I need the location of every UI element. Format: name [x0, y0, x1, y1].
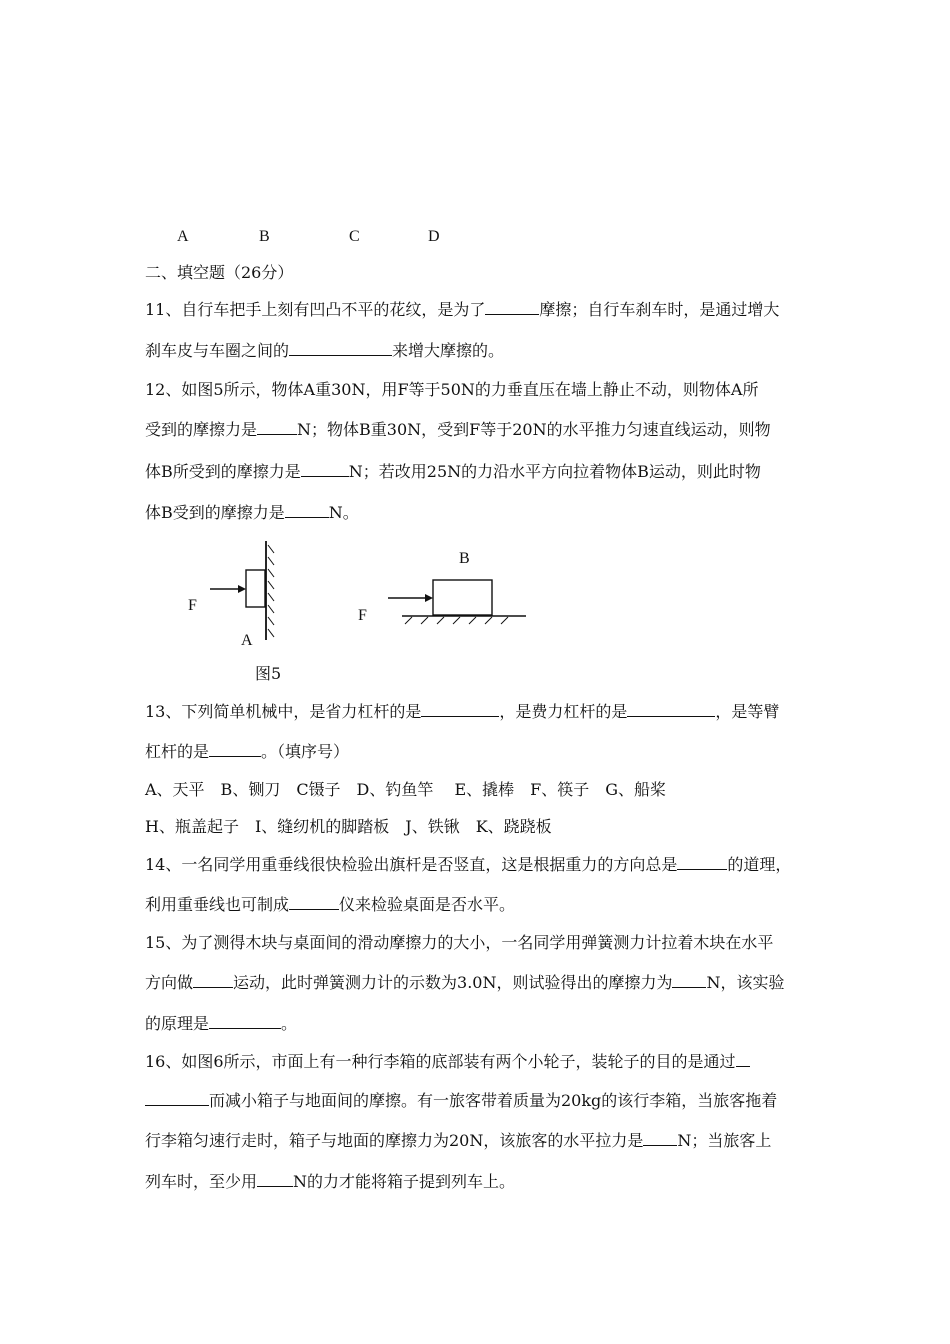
q13-text-2a: 杠杆的是	[145, 742, 210, 761]
q13-text-1b: ，是费力杠杆的是	[499, 702, 628, 721]
q12-blank-3[interactable]	[285, 503, 329, 518]
q11-text-1b: 摩擦；自行车刹车时，是通过增大	[539, 300, 780, 319]
block-a	[246, 570, 265, 607]
q16-blank-1b[interactable]	[145, 1091, 209, 1106]
q13-text-1c: ，是等臂	[715, 702, 780, 721]
q12-line-1: 12、如图5所示，物体A重30N，用F等于50N的力垂直压在墙上静止不动，则物体A所	[145, 380, 759, 399]
q15-text-3b: 。	[281, 1014, 298, 1033]
q13-blank-3[interactable]	[209, 742, 261, 757]
q11-text-1a: 11、自行车把手上刻有凹凸不平的花纹，是为了	[145, 300, 486, 319]
figure-label-b: B	[459, 550, 470, 567]
force-arrowhead-b	[425, 594, 433, 602]
q15-blank-2[interactable]	[672, 973, 706, 988]
option-label-d: D	[428, 228, 440, 245]
wall-hatching	[268, 545, 274, 637]
q16-text-2: 而减小箱子与地面间的摩擦。有一旅客带着质量为20kg的该行李箱，当旅客拖着	[209, 1091, 778, 1110]
q12-text-2a: 受到的摩擦力是	[145, 420, 258, 439]
q15-text-3a: 的原理是	[145, 1014, 210, 1033]
q16-line-3	[145, 1131, 771, 1151]
q16-text-4b: N的力才能将箱子提到列车上。	[293, 1172, 516, 1191]
q15-line-3	[145, 1014, 297, 1034]
q15-line-1: 15、为了测得木块与桌面间的滑动摩擦力的大小，一名同学用弹簧测力计拉着木块在水平	[145, 933, 774, 952]
q12-text-3b: N；若改用25N的力沿水平方向拉着物体B运动，则此时物	[348, 462, 761, 481]
figure-5-caption: 图5	[255, 664, 282, 683]
q16-line-2	[145, 1091, 777, 1111]
q13-options-1: A、天平 B、铡刀 C镊子 D、钓鱼竿 E、撬棒 F、筷子 G、船桨	[145, 780, 667, 799]
q12-text-4a: 体B受到的摩擦力是	[145, 503, 285, 522]
q13-text-1a: 13、下列简单机械中，是省力杠杆的是	[145, 702, 422, 721]
q16-text-1: 16、如图6所示，市面上有一种行李箱的底部装有两个小轮子，装轮子的目的是通过	[145, 1052, 736, 1071]
q14-text-2b: 仪来检验桌面是否水平。	[339, 895, 516, 914]
option-label-b: B	[259, 228, 270, 245]
q15-text-2a: 方向做	[145, 973, 194, 992]
q14-line-2	[145, 895, 515, 915]
q13-blank-2[interactable]	[627, 702, 715, 717]
q12-text-2b: N；物体B重30N，受到F等于20N的水平推力匀速直线运动，则物	[297, 420, 771, 439]
q15-line-2	[145, 973, 784, 993]
q15-text-2c: N，该实验	[706, 973, 785, 992]
force-arrowhead-a	[238, 585, 246, 593]
section-title: 二、填空题（26分）	[145, 263, 294, 282]
q12-text-3a: 体B所受到的摩擦力是	[145, 462, 301, 481]
q13-options-2: H、瓶盖起子 I、缝纫机的脚踏板 J、铁锹 K、跷跷板	[145, 817, 552, 836]
figure-label-a: A	[241, 632, 253, 649]
ground-hatching	[405, 617, 508, 624]
block-b	[433, 580, 492, 615]
figure-label-f-left: F	[188, 597, 197, 614]
q14-blank-1[interactable]	[677, 855, 727, 870]
q13-blank-1[interactable]	[421, 702, 499, 717]
q15-blank-1[interactable]	[193, 973, 233, 988]
q12-text-4b: N。	[328, 503, 359, 522]
q16-blank-2[interactable]	[643, 1131, 677, 1146]
q16-text-3b: N；当旅客上	[677, 1131, 772, 1150]
q12-blank-1[interactable]	[257, 420, 297, 435]
q16-line-4	[145, 1172, 515, 1192]
q13-line-1	[145, 702, 779, 722]
q12-blank-2[interactable]	[301, 462, 349, 477]
q14-blank-2[interactable]	[289, 895, 339, 910]
q16-line-1	[145, 1052, 750, 1072]
q14-text-1a: 14、一名同学用重垂线很快检验出旗杆是否竖直，这是根据重力的方向总是	[145, 855, 678, 874]
q12-line-3	[145, 462, 761, 482]
q11-blank-2[interactable]	[289, 341, 392, 356]
q16-blank-3[interactable]	[257, 1172, 293, 1187]
q16-text-3a: 行李箱匀速行走时，箱子与地面的摩擦力为20N，该旅客的水平拉力是	[145, 1131, 644, 1150]
q16-blank-1a[interactable]	[736, 1052, 750, 1067]
q14-line-1	[145, 855, 791, 875]
q15-text-2b: 运动，此时弹簧测力计的示数为3.0N，则试验得出的摩擦力为	[233, 973, 673, 992]
option-label-a: A	[177, 228, 189, 245]
q13-text-2b: 。（填序号）	[261, 742, 350, 761]
q14-text-1b: 的道理，	[727, 855, 792, 874]
q11-line-2	[145, 341, 504, 361]
q11-text-2b: 来增大摩擦的。	[392, 341, 505, 360]
q16-text-4a: 列车时，至少用	[145, 1172, 258, 1191]
q15-blank-3[interactable]	[209, 1014, 281, 1029]
q12-line-4	[145, 503, 359, 523]
q12-line-2	[145, 420, 771, 440]
figure-label-f-right: F	[358, 607, 367, 624]
q11-text-2a: 刹车皮与车圈之间的	[145, 341, 290, 360]
q11-line-1	[145, 300, 779, 320]
q13-line-2	[145, 742, 349, 762]
figure-5-diagram	[180, 535, 540, 660]
q14-text-2a: 利用重垂线也可制成	[145, 895, 290, 914]
q11-blank-1[interactable]	[485, 300, 539, 315]
option-label-c: C	[349, 228, 360, 245]
